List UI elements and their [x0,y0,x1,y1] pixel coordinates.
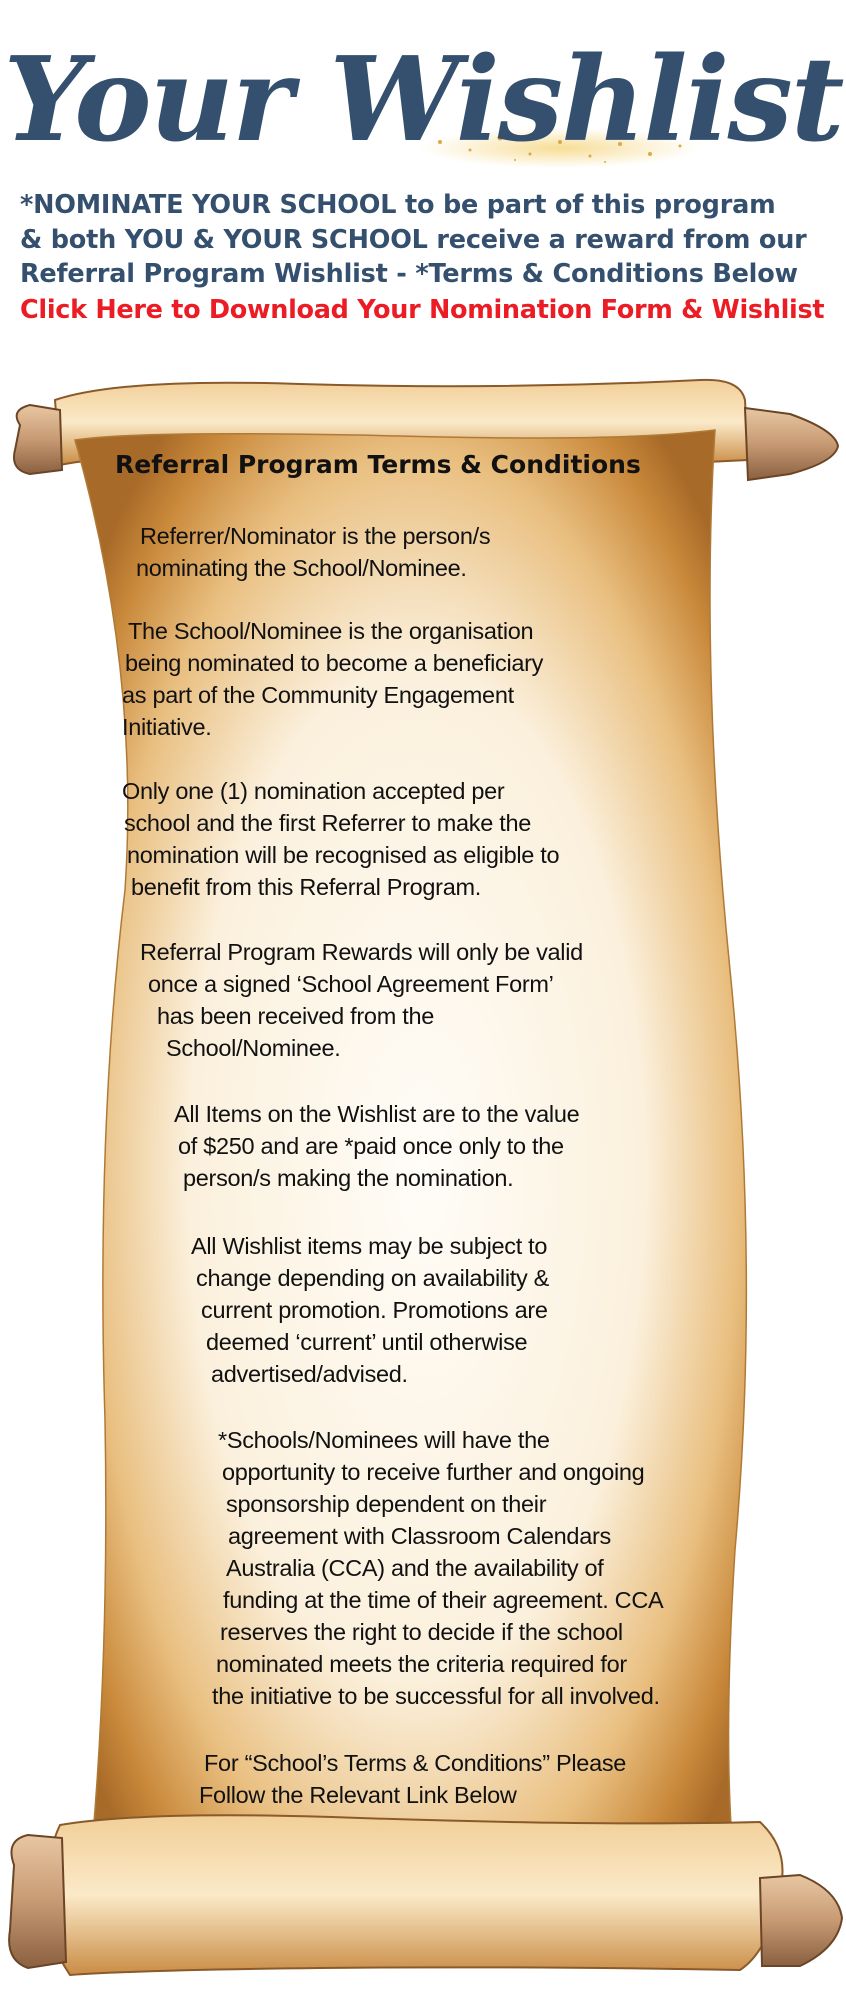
terms-paragraph [122,615,543,743]
terms-line: Australia (CCA) and the availability of [226,1555,604,1581]
terms-line: current promotion. Promotions are [201,1297,548,1323]
title-graphic [0,30,846,180]
terms-line: benefit from this Referral Program. [131,874,481,900]
terms-line: has been received from the [157,1003,434,1029]
terms-line: Follow the Relevant Link Below [199,1782,517,1808]
terms-line: nominated meets the criteria required for [216,1651,627,1677]
terms-heading: Referral Program Terms & Conditions [115,450,641,479]
page-title: Your Wishlist [3,32,843,168]
terms-line: All Items on the Wishlist are to the value [174,1101,580,1127]
terms-paragraph [140,936,583,1064]
terms-line: reserves the right to decide if the school [220,1619,623,1645]
terms-paragraph [132,520,490,584]
terms-paragraph [122,775,559,903]
terms-line: nomination will be recognised as eligible to [127,842,560,868]
title-banner [0,30,846,180]
terms-line: For “School’s Terms & Conditions” Please [204,1750,627,1776]
terms-line: the initiative to be successful for all involved. [212,1683,660,1709]
intro-line: & both YOU & YOUR SCHOOL receive a reward from our [20,224,807,255]
intro-line: Referral Program Wishlist - *Terms & Conditions Below [20,259,798,289]
terms-line: sponsorship dependent on their [226,1491,547,1517]
terms-line: person/s making the nomination. [183,1165,514,1191]
intro-line: *NOMINATE YOUR SCHOOL to be part of this program [20,190,776,220]
terms-line: funding at the time of their agreement. CCA [223,1587,664,1613]
terms-line: Referral Program Rewards will only be valid [140,939,583,965]
terms-line: Referrer/Nominator is the person/s [140,523,491,549]
terms-line: deemed ‘current’ until otherwise [206,1329,528,1355]
terms-content [0,370,846,2000]
terms-line: All Wishlist items may be subject to [191,1233,548,1259]
terms-line: being nominated to become a beneficiary [125,650,544,676]
terms-paragraph [212,1424,664,1712]
terms-line: Initiative. [122,714,212,740]
terms-line: *Schools/Nominees will have the [218,1427,550,1453]
intro-block [20,188,840,328]
download-nomination-link[interactable]: Click Here to Download Your Nomination Form & Wishlist [20,294,825,325]
terms-line: change depending on availability & [196,1265,550,1291]
terms-line: school and the first Referrer to make the [124,810,531,836]
terms-line: as part of the Community Engagement [122,682,514,708]
terms-paragraph [174,1098,579,1194]
terms-line: The School/Nominee is the organisation [128,618,534,644]
terms-paragraph [199,1747,627,1811]
terms-line: once a signed ‘School Agreement Form’ [148,971,554,997]
terms-line: agreement with Classroom Calendars [228,1523,611,1549]
parchment-scroll [0,370,846,2000]
terms-line: nominating the School/Nominee. [136,555,467,581]
terms-line: advertised/advised. [211,1361,408,1387]
terms-line: opportunity to receive further and ongoing [222,1459,645,1485]
terms-line: of $250 and are *paid once only to the [178,1133,564,1159]
terms-line: Only one (1) nomination accepted per [122,778,505,804]
terms-line: School/Nominee. [166,1035,341,1061]
terms-paragraph [191,1230,549,1390]
